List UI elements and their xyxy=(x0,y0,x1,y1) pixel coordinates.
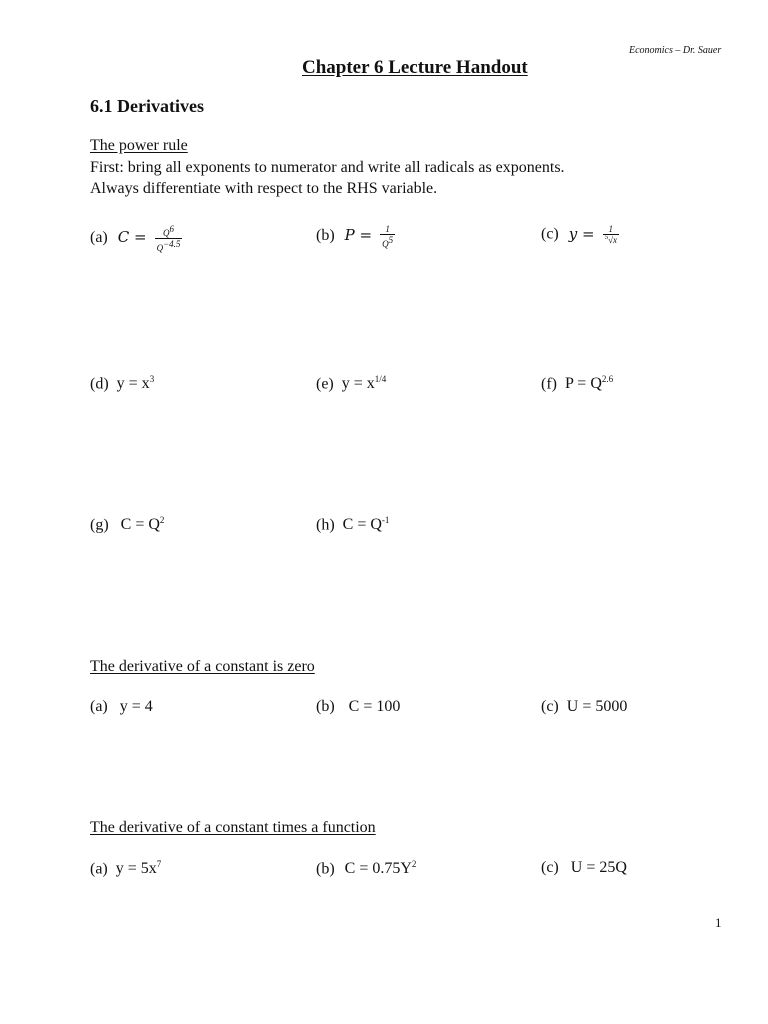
constant-times-function-problem-c xyxy=(541,859,627,877)
problem-label: (f) xyxy=(541,375,557,393)
page-title: Chapter 6 Lecture Handout xyxy=(302,57,528,78)
problem-label: (b) xyxy=(316,227,335,245)
problem-label: (g) xyxy=(90,516,109,534)
exponent: 2 xyxy=(159,515,165,525)
root-index: 5 xyxy=(604,233,609,241)
exponent: 1/4 xyxy=(374,374,387,384)
equation: C = 0.75Y xyxy=(344,860,412,878)
numerator: 1 xyxy=(608,224,614,234)
numerator-exponent: 6 xyxy=(169,224,174,234)
power-rule-problem-d xyxy=(90,374,154,393)
power-rule-problem-b xyxy=(316,224,395,249)
denominator-base: Q xyxy=(382,239,389,249)
constant-rule-problem-a xyxy=(90,698,153,716)
equation: P = Q xyxy=(564,375,602,393)
equation: y = x xyxy=(341,375,375,393)
problem-label: (h) xyxy=(316,516,335,534)
header-note: Economics – Dr. Sauer xyxy=(629,45,722,56)
power-rule-problem-c xyxy=(541,224,619,246)
constant-rule-problem-b xyxy=(316,698,400,716)
denominator-exponent: −4.5 xyxy=(163,239,181,249)
problem-label: (a) xyxy=(90,698,108,715)
radical-icon: √ xyxy=(608,235,614,245)
power-rule-problem-a xyxy=(90,224,182,253)
power-rule-instruction-1: First: bring all exponents to numerator and write all radicals as exponents. xyxy=(90,159,565,176)
problem-label: (d) xyxy=(90,375,109,393)
equation: y = 5x xyxy=(115,860,157,878)
denominator-exponent: 5 xyxy=(388,235,394,245)
fraction xyxy=(603,224,619,246)
problem-label: (c) xyxy=(541,225,559,243)
equation: C = Q xyxy=(342,516,382,534)
section-heading: 6.1 Derivatives xyxy=(90,96,204,116)
exponent: -1 xyxy=(381,515,390,525)
numerator: 1 xyxy=(385,224,390,234)
problem-label: (c) xyxy=(541,698,559,715)
denominator-base: Q xyxy=(156,243,164,253)
problem-label: (b) xyxy=(316,860,335,878)
constant-times-function-problem-b xyxy=(316,859,416,878)
equation: y = 4 xyxy=(119,698,153,715)
problem-label: (e) xyxy=(316,375,334,393)
constant-times-function-problem-a xyxy=(90,859,161,878)
power-rule-problem-f xyxy=(541,374,613,393)
problem-label: (a) xyxy=(90,229,108,247)
exponent: 3 xyxy=(149,374,155,384)
page-number: 1 xyxy=(715,915,722,930)
constant-rule-heading: The derivative of a constant is zero xyxy=(90,658,315,675)
power-rule-heading: The power rule xyxy=(90,137,188,154)
exponent: 2.6 xyxy=(601,374,614,384)
equation: C = Q xyxy=(120,516,160,534)
fraction xyxy=(380,224,395,249)
equation: y = x xyxy=(116,375,150,393)
power-rule-problem-e xyxy=(316,374,386,393)
equation-lhs: P = xyxy=(344,226,373,245)
power-rule-instruction-2: Always differentiate with respect to the RHS variable. xyxy=(90,180,438,197)
equation-lhs: y = xyxy=(568,224,595,243)
equation: U = 5000 xyxy=(566,698,628,715)
numerator-base: Q xyxy=(163,228,170,238)
exponent: 2 xyxy=(411,859,417,869)
exponent: 7 xyxy=(156,859,162,869)
problem-label: (c) xyxy=(541,859,559,876)
equation: C = 100 xyxy=(348,698,401,715)
power-rule-problem-h xyxy=(316,515,389,534)
radicand: x xyxy=(613,235,618,245)
problem-label: (a) xyxy=(90,860,108,878)
equation: U = 25Q xyxy=(570,859,627,876)
fraction xyxy=(155,224,183,253)
problem-label: (b) xyxy=(316,698,335,715)
constant-rule-problem-c xyxy=(541,698,627,716)
power-rule-problem-g xyxy=(90,515,164,534)
constant-times-function-heading: The derivative of a constant times a function xyxy=(90,819,376,836)
equation-lhs: C = xyxy=(117,228,147,247)
